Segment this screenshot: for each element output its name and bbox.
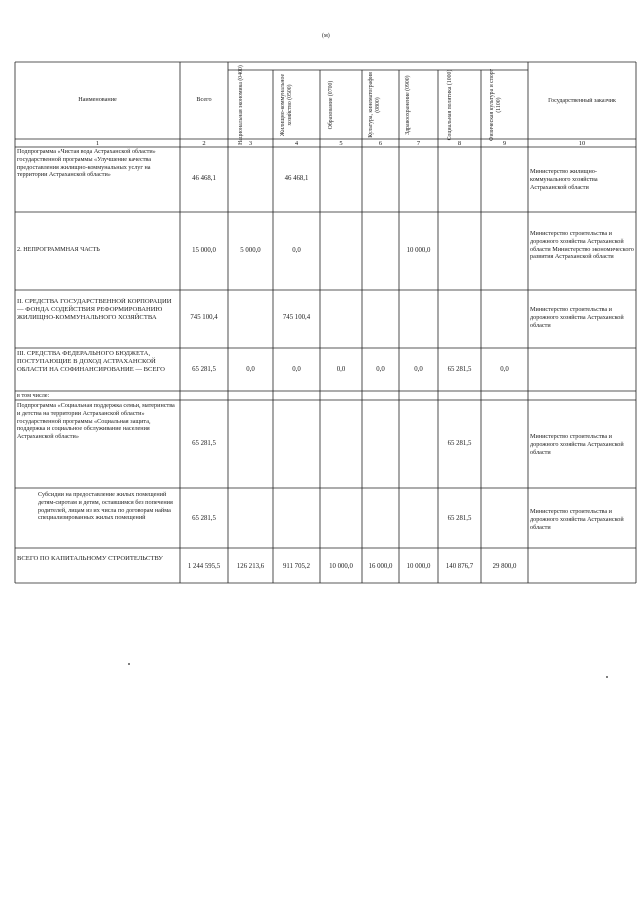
row-total: 65 281,5 — [192, 366, 216, 373]
row-c6: 0,0 — [376, 366, 385, 373]
header-col-sport: Физическая культура и спорт (1100) — [489, 68, 502, 142]
page-number: (м) — [322, 33, 330, 39]
row-c6: 16 000,0 — [368, 563, 393, 570]
row-c3: 5 000,0 — [240, 247, 261, 254]
row-customer: Министерство жилищно-коммунального хозяйства Астраханской области — [530, 168, 598, 191]
column-number: 3 — [248, 140, 253, 147]
row-c3: 126 213,6 — [236, 563, 265, 570]
column-number: 7 — [416, 140, 421, 147]
row-total: 65 281,5 — [192, 440, 216, 447]
row-customer: Министерство строительства и дорожного хозяйства Астраханской области Министерство экономического развития Астраханской области — [530, 230, 634, 261]
row-c4: 745 100,4 — [282, 314, 311, 321]
row-c9: 0,0 — [500, 366, 509, 373]
row-c3: 0,0 — [246, 366, 255, 373]
column-number: 6 — [378, 140, 383, 147]
row-name: ВСЕГО ПО КАПИТАЛЬНОМУ СТРОИТЕЛЬСТВУ — [17, 555, 163, 562]
row-customer: Министерство строительства и дорожного хозяйства Астраханской области — [530, 306, 624, 329]
row-c4: 0,0 — [292, 247, 301, 254]
column-number: 2 — [202, 140, 206, 147]
header-col-nat-economy: Национальная экономика (0400) — [238, 65, 244, 145]
row-name: в том числе: — [17, 392, 50, 399]
column-number: 9 — [502, 140, 507, 147]
row-c5: 10 000,0 — [329, 563, 353, 570]
header-col-education: Образование (0700) — [328, 80, 334, 130]
header-col-culture: Культура, кинематография (0800) — [368, 72, 381, 138]
column-number: 8 — [457, 140, 462, 147]
row-customer: Министерство строительства и дорожного хозяйства Астраханской области — [530, 433, 624, 456]
row-name: Субсидии на предоставление жилых помещений детям-сиротам и детям, оставшимся без попечения родителей, лицам из их числа по договорам найма специализированных жилых помещений — [38, 491, 173, 522]
row-c4: 0,0 — [292, 366, 301, 373]
row-c9: 29 800,0 — [492, 563, 517, 570]
row-customer: Министерство строительства и дорожного хозяйства Астраханской области — [530, 508, 624, 531]
column-number: 1 — [95, 140, 100, 147]
row-total: 65 281,5 — [192, 515, 216, 522]
row-name: III. СРЕДСТВА ФЕДЕРАЛЬНОГО БЮДЖЕТА, ПОСТУПАЮЩИЕ В ДОХОД АСТРАХАНСКОЙ ОБЛАСТИ НА СОФИНАНСИРОВАНИЕ — ВСЕГО — [17, 350, 165, 374]
row-total: 46 468,1 — [192, 175, 216, 182]
column-number: 10 — [578, 140, 586, 147]
row-c7: 10 000,0 — [406, 247, 431, 254]
header-name: Наименование — [78, 96, 117, 103]
row-total: 745 100,4 — [190, 314, 218, 321]
column-number: 4 — [294, 140, 299, 147]
row-total: 1 244 595,5 — [187, 563, 221, 570]
column-number: 5 — [339, 140, 343, 147]
row-name: Подпрограмма «Социальная поддержка семьи, материнства и детства на территории Астраханской области» государственной программы «Социальная защита, поддержка и социальное обслуживание населения Астраханской области» — [17, 402, 175, 440]
scan-speck — [128, 663, 130, 665]
row-c4: 911 705,2 — [283, 563, 310, 570]
row-c4: 46 468,1 — [284, 175, 309, 182]
row-c8: 65 281,5 — [447, 515, 472, 522]
row-name: Подпрограмма «Чистая вода Астраханской области» государственной программы «Улучшение качества предоставления жилищно-коммунальных услуг на территории Астраханской области» — [17, 148, 156, 179]
row-name: 2. НЕПРОГРАММНАЯ ЧАСТЬ — [17, 246, 100, 253]
header-col-social: Социальная политика (1000) — [447, 69, 453, 141]
row-c8: 65 281,5 — [447, 440, 472, 447]
row-c8: 140 876,7 — [445, 563, 474, 570]
header-col-health: Здравоохранение (0900) — [405, 75, 411, 135]
row-name: II. СРЕДСТВА ГОСУДАРСТВЕННОЙ КОРПОРАЦИИ — ФОНДА СОДЕЙСТВИЯ РЕФОРМИРОВАНИЮ ЖИЛИЩНО-КОММУНАЛЬНОГО ХОЗЯЙСТВА — [17, 298, 172, 322]
header-customer: Государственный заказчик — [548, 98, 616, 104]
row-c7: 10 000,0 — [406, 563, 431, 570]
header-total: Всего — [196, 96, 212, 103]
row-c7: 0,0 — [414, 366, 423, 373]
row-c5: 0,0 — [336, 366, 346, 373]
row-total: 15 000,0 — [192, 247, 216, 254]
scan-speck — [606, 676, 608, 678]
header-col-housing: Жилищно-коммунальное хозяйство (0500) — [280, 73, 293, 137]
row-c8: 65 281,5 — [447, 366, 472, 373]
